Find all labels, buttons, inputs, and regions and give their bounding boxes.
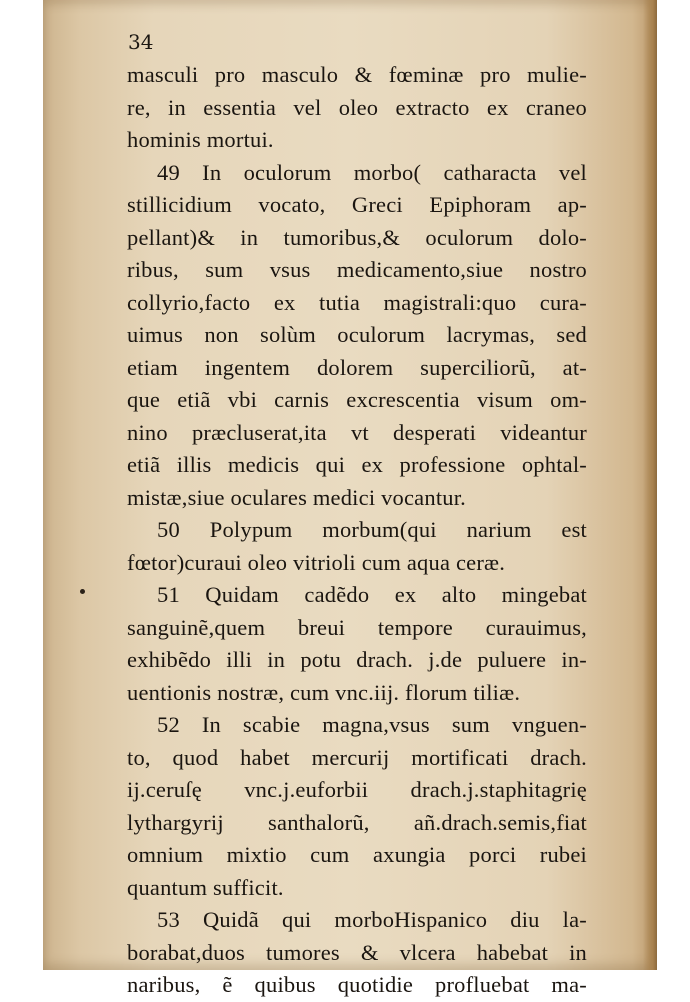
text-line: etiam ingentem dolorem superciliorũ, at- [127, 354, 587, 380]
text-line: uentionis nostræ, cum vnc.iij. florum tiliæ. [127, 679, 521, 705]
text-line: re, in essentia vel oleo extracto ex craneo [127, 94, 587, 120]
text-line: 52 In scabie magna,vsus sum vnguen- [157, 712, 587, 737]
text-line: exhibẽdo illi in potu drach. j.de puluere in- [127, 647, 587, 672]
text-line: to, quod habet mercurij mortificati drach. [127, 744, 587, 770]
text-line: que etiã vbi carnis excrescentia visum om- [127, 387, 587, 412]
page-gutter-shadow [643, 0, 657, 970]
text-line: etiã illis medicis qui ex professione ophtal- [127, 452, 587, 477]
text-line: 50 Polypum morbum(qui narium est [157, 517, 587, 542]
text-line: hominis mortui. [127, 127, 274, 152]
text-line: naribus, ẽ quibus quotidie profluebat ma- [127, 972, 587, 997]
text-line: nino præcluserat,ita vt desperati videantur [127, 419, 587, 445]
body-text [127, 59, 587, 1002]
text-line: ij.ceruſę vnc.j.euforbii drach.j.staphitagrię [127, 777, 587, 802]
text-line: pellant)& in tumoribus,& oculorum dolo- [127, 224, 587, 250]
text-line: collyrio,facto ex tutia magistrali:quo cura- [127, 289, 587, 315]
text-line: 49 In oculorum morbo( catharacta vel [157, 159, 587, 185]
text-line: masculi pro masculo & fœminæ pro mulie- [127, 62, 587, 87]
page-number: 34 [128, 30, 154, 54]
text-line: mistæ,siue oculares medici vocantur. [127, 484, 466, 510]
text-line: sanguinẽ,quem breui tempore curauimus, [127, 614, 587, 640]
text-line: omnium mixtio cum axungia porci rubei [127, 842, 587, 867]
text-line: 51 Quidam cadẽdo ex alto mingebat [157, 582, 587, 607]
margin-mark [80, 589, 85, 594]
text-line: stillicidium vocato, Greci Epiphoram ap- [127, 192, 587, 217]
text-line: uimus non solùm oculorum lacrymas, sed [127, 322, 587, 347]
text-line: fœtor)curaui oleo vitrioli cum aqua ceræ. [127, 549, 506, 575]
text-line: borabat,duos tumores & vlcera habebat in [127, 939, 587, 965]
text-line: 53 Quidã qui morboHispanico diu la- [157, 907, 587, 932]
text-line: quantum sufficit. [127, 874, 284, 900]
text-line: lythargyrij santhalorũ, añ.drach.semis,fiat [127, 809, 587, 835]
text-line: ribus, sum vsus medicamento,siue nostro [127, 257, 587, 282]
